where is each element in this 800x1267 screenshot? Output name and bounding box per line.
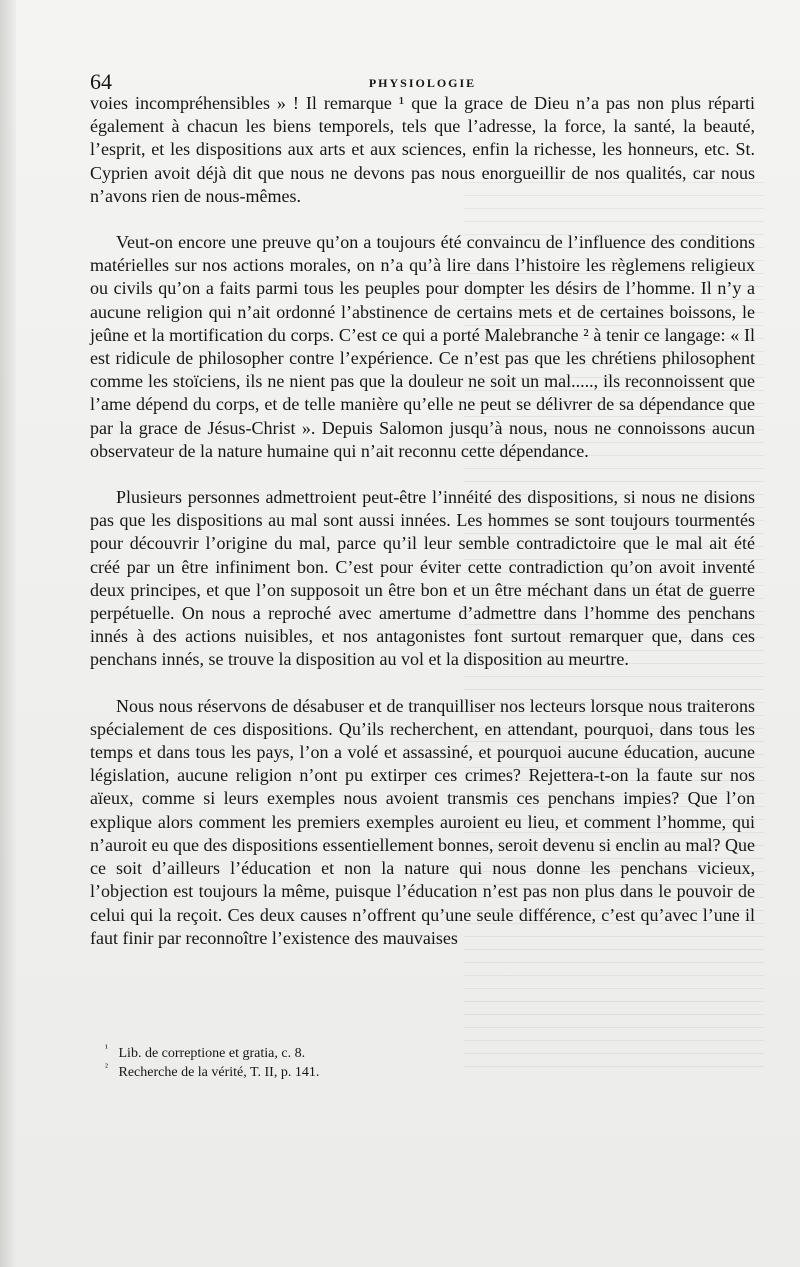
- paragraph-3: Plusieurs personnes admettroient peut-être l’innéité des dispositions, si nous ne disions pas que les dispositions au mal sont aussi innées. Les hommes se sont toujours tourmentés pour découvrir l’origine du mal, parce qu’il leur semble contradictoire que le mal ait été créé par un être infiniment bon. C’est pour éviter cette contradiction qu’on avoit inventé deux principes, et que l’on supposoit un être bon et un être méchant dans un état de guerre perpétuelle. On nous a reproché avec amertume d’admettre dans l’homme des penchans innés à des actions nuisibles, et nos antagonistes font surtout remarquer que, dans ces penchans innés, se trouve la disposition au vol et la disposition au meurtre.: [90, 487, 755, 670]
- paragraph-4: Nous nous réservons de désabuser et de tranquilliser nos lecteurs lorsque nous traiterons spécialement de ces dispositions. Qu’ils recherchent, en attendant, pourquoi, dans tous les temps et dans tous les pays, l’on a volé et assassiné, et pourquoi aucune éducation, aucune législation, aucune religion n’ont pu extirper ces crimes? Rejettera-t-on la faute sur nos aïeux, comme si leurs exemples nous avoient transmis ces penchans impies? Que l’on explique alors comment les premiers exemples auroient eu lieu, et comment l’homme, qui n’auroit eu que des dispositions essentiellement bonnes, seroit devenu si enclin au mal? Que ce soit d’ailleurs l’éducation et non la nature qui nous donne les penchans vicieux, l’objection est toujours la même, puisque l’éducation n’est pas non plus dans le pouvoir de celui qui la reçoit. Ces deux causes n’offrent qu’une seule différence, c’est qu’avec l’une il faut finir par reconnoître l’existence des mauvaises: [90, 695, 755, 948]
- paragraph-2: Veut-on encore une preuve qu’on a toujours été convaincu de l’influence des conditions matérielles sur nos actions morales, on n’a qu’à lire dans l’histoire les règlemens religieux ou civils qu’on a faits parmi tous les peuples pour dompter les désirs de l’homme. Il n’y a aucune religion qui n’ait ordonné l’abstinence de certains mets et de certaines boissons, le jeûne et la mortification du corps. C’est ce qui a porté Malebranche ² à tenir ce langage: « Il est ridicule de philosopher contre l’expérience. Ce n’est pas que les chrétiens philosophent comme les stoïciens, ils ne nient pas que la douleur ne soit un mal....., ils reconnoissent que l’ame dépend du corps, et de telle manière qu’elle ne peut se délivrer de sa dépendance que par la grace de Jésus-Christ ». Depuis Salomon jusqu’à nous, nous ne connoissons aucun observateur de la nature humaine qui n’ait reconnu cette dépendance.: [90, 232, 755, 461]
- footnote-2-text: Recherche de la vérité, T. II, p. 141.: [118, 1065, 320, 1080]
- footnote-2: ² Recherche de la vérité, T. II, p. 141.: [105, 1062, 320, 1080]
- footnote-1-text: Lib. de correptione et gratia, c. 8.: [118, 1046, 306, 1061]
- page-number: 64: [90, 69, 112, 94]
- paragraph-1: voies incompréhensibles » ! Il remarque ¹ que la grace de Dieu n’a pas non plus réparti également à chacun les biens temporels, tels que l’adresse, la force, la santé, la beauté, l’esprit, et les dispositions aux arts et aux sciences, enfin la richesse, les honneurs, etc. St. Cyprien avoit déjà dit que nous ne devons pas nous enorgueillir de nos qualités, car nous n’avons rien de nous-mêmes.: [90, 93, 755, 206]
- page-edge-shadow: [0, 0, 16, 1267]
- body-text: [90, 92, 755, 950]
- running-title: PHYSIOLOGIE: [368, 76, 477, 90]
- footnotes: [105, 1044, 665, 1082]
- footnote-1: ¹ Lib. de correptione et gratia, c. 8.: [105, 1043, 306, 1061]
